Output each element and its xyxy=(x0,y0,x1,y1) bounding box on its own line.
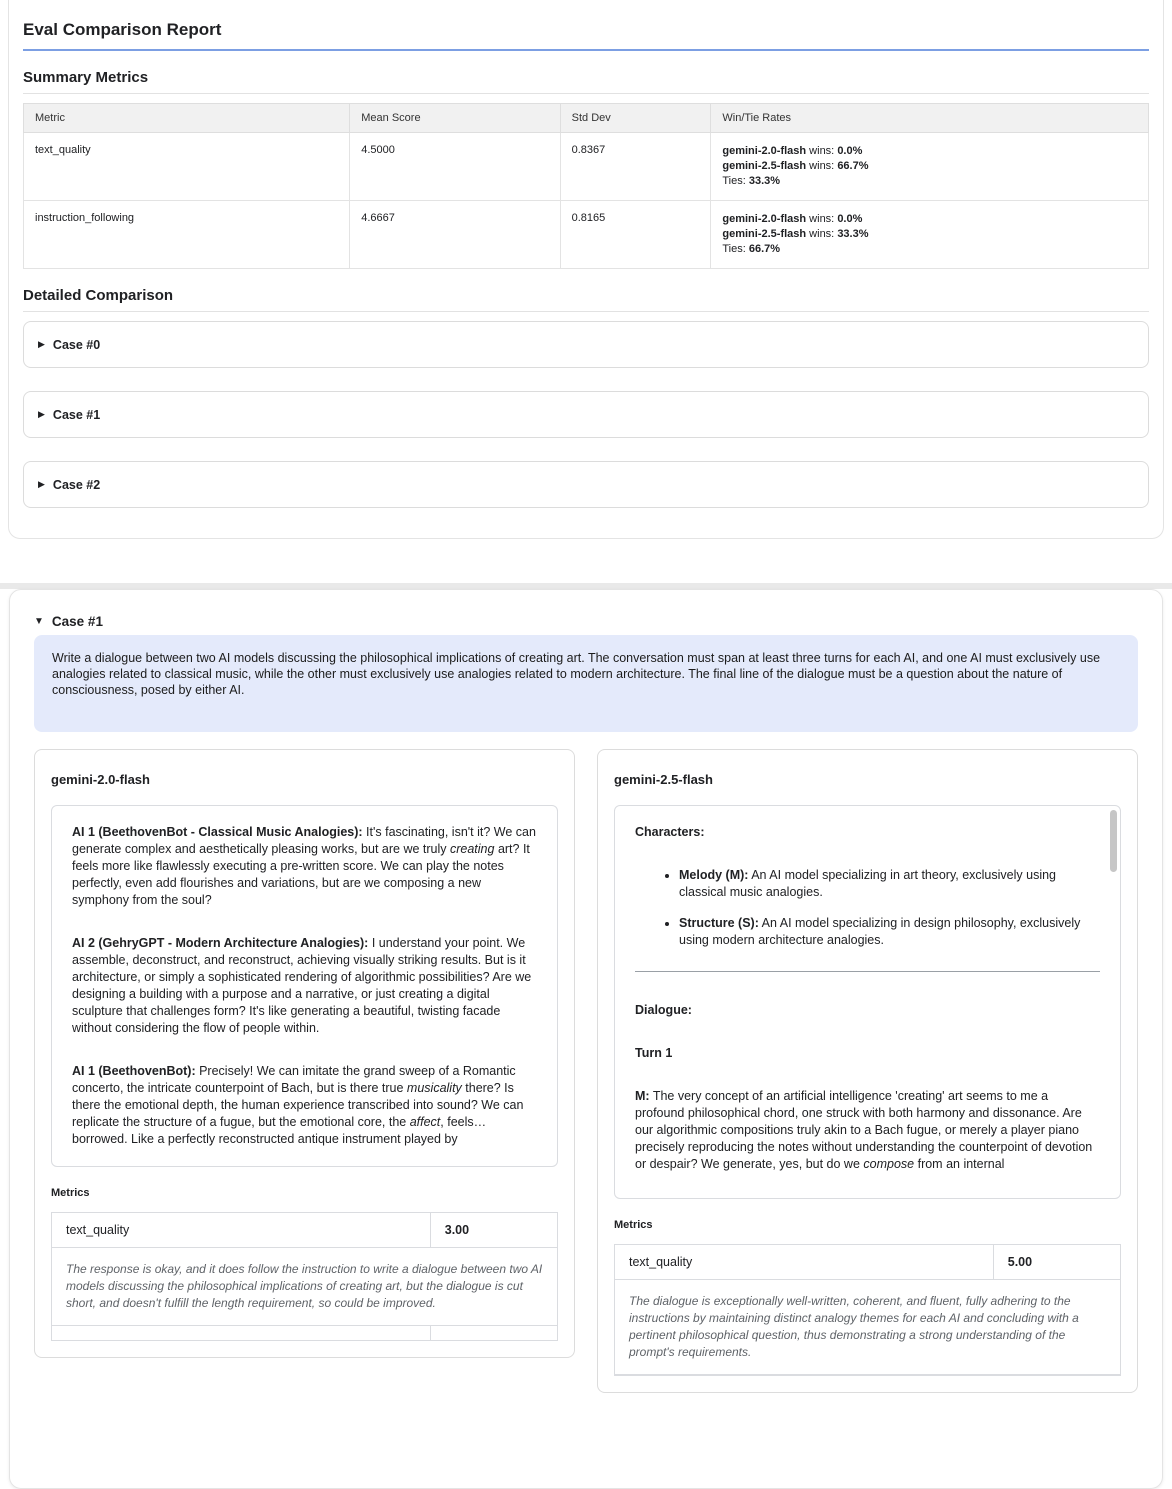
metric-name: text_quality xyxy=(52,1213,431,1247)
response-paragraph: AI 1 (BeethovenBot): Precisely! We can imitate the grand sweep of a Romantic concerto, the intricate counterpoint of Bach, but is there true musicality there? Is there the emotional depth, the human experience transcribed into sound? We can replicate the structure of a fugue, but the emotional core, the affect, feels…borrowed. Like a perfectly reconstructed antique instrument played by xyxy=(72,1064,524,1146)
winrate-line: Ties: 66.7% xyxy=(722,243,781,255)
response-box-right[interactable] xyxy=(614,805,1121,1199)
metrics-label: Metrics xyxy=(614,1219,653,1231)
metric-name xyxy=(52,1326,431,1340)
list-item: • Melody (M): An AI model specializing in art theory, exclusively using classical music analogies. xyxy=(679,867,1100,901)
case-1-toggle[interactable] xyxy=(23,391,1149,438)
detailed-comparison-heading: Detailed Comparison xyxy=(23,287,174,304)
expanded-case-card xyxy=(9,589,1163,1489)
metric-name: text_quality xyxy=(615,1245,994,1279)
response-paragraph: AI 2 (GehryGPT - Modern Architecture Analogies): I understand your point. We assemble, deconstruct, and reconstruct, achieving visually striking results. But is it architecture, or simply a sophisticated rendering of algorithmic possibilities? Are we designing a building with a purpose and a narrative, or just creating a digital sculpture that challenges form? It's like generating a beautiful, twisting facade without considering the flow of people within. xyxy=(72,936,532,1035)
win-tie-cell xyxy=(711,133,1149,201)
winrate-line: gemini-2.5-flash wins: 33.3% xyxy=(722,228,869,240)
case-label: Case #2 xyxy=(52,477,101,492)
summary-metrics-table xyxy=(23,103,1149,269)
metric-score: 5.00 xyxy=(1007,1255,1033,1269)
win-tie-cell xyxy=(711,201,1149,269)
col-header-mean-score: Mean Score xyxy=(350,104,560,133)
page-title: Eval Comparison Report xyxy=(23,20,222,39)
winrate-line: gemini-2.0-flash wins: 0.0% xyxy=(722,145,863,157)
scrollbar-thumb[interactable] xyxy=(1110,810,1117,872)
detailed-underline xyxy=(23,311,1149,312)
case-label: Case #1 xyxy=(51,614,103,629)
summary-metrics-heading: Summary Metrics xyxy=(23,69,149,86)
std-dev-cell: 0.8367 xyxy=(560,133,711,201)
case-1-expanded-toggle[interactable] xyxy=(34,614,1138,629)
metrics-table-left xyxy=(51,1212,558,1341)
characters-heading: Characters: xyxy=(635,825,705,839)
comparison-columns xyxy=(34,749,1138,1393)
mean-score-cell: 4.6667 xyxy=(350,201,560,269)
response-paragraph: M: The very concept of an artificial intelligence 'creating' art seems to me a profound philosophical chord, one struck with both harmony and dissonance. Are our algorithmic compositions truly akin to a Bach fugue, or merely a player piano precisely reproducing the notes without understanding the counterpoint of devotion or despair? We generate, yes, but do we compose from an internal xyxy=(635,1089,1093,1171)
winrate-line: Ties: 33.3% xyxy=(722,175,781,187)
std-dev-cell: 0.8165 xyxy=(560,201,711,269)
model-name: gemini-2.0-flash xyxy=(51,772,150,787)
case-label: Case #0 xyxy=(52,337,101,352)
chevron-right-icon: ▶ xyxy=(38,339,45,349)
metrics-label: Metrics xyxy=(51,1187,90,1199)
metric-row xyxy=(52,1213,557,1248)
mean-score-cell: 4.5000 xyxy=(350,133,560,201)
metric-row xyxy=(615,1245,1120,1280)
chevron-right-icon: ▶ xyxy=(38,479,45,489)
metric-row-clipped xyxy=(52,1326,557,1340)
list-item: • Structure (S): An AI model specializing in design philosophy, exclusively using modern architecture analogies. xyxy=(679,915,1100,949)
metric-name-cell: instruction_following xyxy=(24,201,350,269)
col-header-win-tie: Win/Tie Rates xyxy=(711,104,1149,133)
report-card xyxy=(8,0,1164,539)
model-name: gemini-2.5-flash xyxy=(614,772,713,787)
metric-explanation: The dialogue is exceptionally well-written, coherent, and fluent, fully adhering to the instructions by maintaining distinct analogy themes for each AI and concluding with a pertinent philosophical question, thus demonstrating a strong understanding of the prompt's requirements. xyxy=(615,1280,1120,1375)
table-row xyxy=(24,201,1149,269)
case-2-toggle[interactable] xyxy=(23,461,1149,508)
winrate-line: gemini-2.5-flash wins: 66.7% xyxy=(722,160,869,172)
metric-score xyxy=(431,1326,557,1340)
summary-underline xyxy=(23,93,1149,94)
col-header-metric: Metric xyxy=(24,104,350,133)
model-column-gemini-2-5-flash xyxy=(597,749,1138,1393)
response-box-left xyxy=(51,805,558,1167)
winrate-line: gemini-2.0-flash wins: 0.0% xyxy=(722,213,863,225)
response-paragraph: AI 1 (BeethovenBot - Classical Music Analogies): It's fascinating, isn't it? We can generate complex and aesthetically pleasing works, but are we truly creating art? It feels more like flawlessly executing a pre-written score. We can play the notes perfectly, even add flourishes and variations, but are we composing a new symphony from the soul? xyxy=(72,825,536,907)
metric-name-cell: text_quality xyxy=(24,133,350,201)
metric-explanation: The response is okay, and it does follow the instruction to write a dialogue between two AI models discussing the philosophical implications of creating art, but the dialogue is cut short, and doesn't fulfill the length requirement, so could be improved. xyxy=(52,1248,557,1326)
metrics-table-right xyxy=(614,1244,1121,1376)
characters-list xyxy=(635,867,1100,949)
col-header-std-dev: Std Dev xyxy=(560,104,711,133)
summary-header-row xyxy=(24,104,1149,133)
model-column-gemini-2-0-flash xyxy=(34,749,575,1358)
case-label: Case #1 xyxy=(52,407,101,422)
dialogue-heading: Dialogue: xyxy=(635,1003,692,1017)
metric-score: 3.00 xyxy=(444,1223,470,1237)
turn-heading: Turn 1 xyxy=(635,1046,673,1060)
case-0-toggle[interactable] xyxy=(23,321,1149,368)
table-row xyxy=(24,133,1149,201)
chevron-right-icon: ▶ xyxy=(38,409,45,419)
chevron-down-icon: ▼ xyxy=(34,616,44,627)
case-prompt: Write a dialogue between two AI models discussing the philosophical implications of creating art. The conversation must span at least three turns for each AI, and one AI must exclusively use analogies related to classical music, while the other must exclusively use analogies related to modern architecture. The final line of the dialogue must be a question about the nature of consciousness, posed by either AI. xyxy=(34,635,1138,732)
title-underline xyxy=(23,49,1149,51)
divider xyxy=(635,971,1100,972)
